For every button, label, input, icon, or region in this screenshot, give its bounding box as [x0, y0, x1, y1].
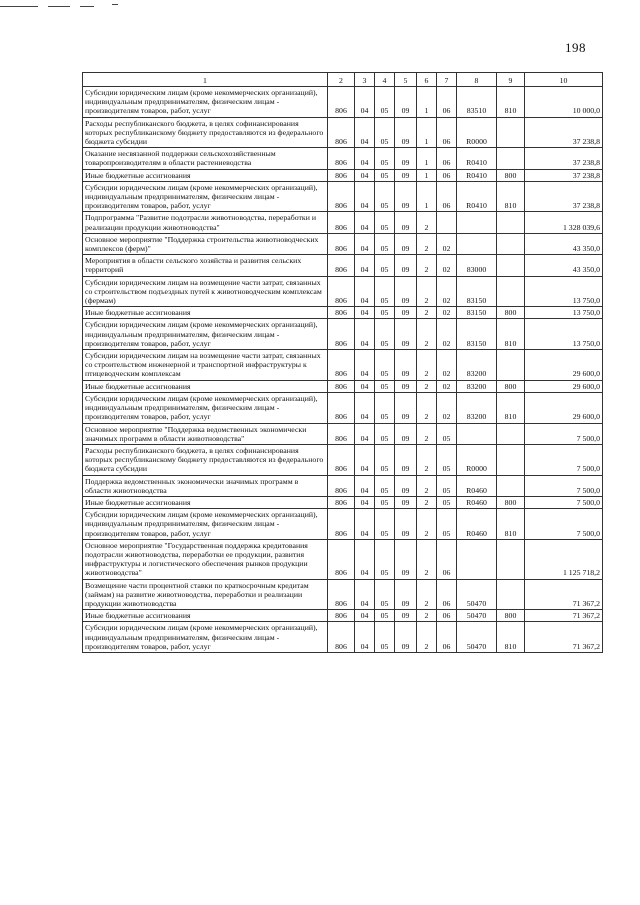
program-cell: 09 — [395, 579, 417, 610]
subprogram-cell: 2 — [417, 307, 437, 319]
admin-code-cell: 806 — [328, 444, 355, 475]
subprogram-cell: 2 — [417, 444, 437, 475]
amount-cell: 37 238,8 — [525, 117, 603, 148]
admin-code-cell: 806 — [328, 509, 355, 540]
table-row — [83, 276, 603, 307]
program-cell: 09 — [395, 444, 417, 475]
event-cell: 02 — [437, 255, 457, 276]
row-name-cell: Субсидии юридическим лицам (кроме некоммерческих организаций), индивидуальным предпринимателям, физическим лицам - производителям товаров, работ, услуг — [83, 392, 328, 423]
program-cell: 09 — [395, 392, 417, 423]
column-header: 1 — [83, 73, 328, 87]
table-row — [83, 255, 603, 276]
column-header: 3 — [355, 73, 375, 87]
section-cell: 04 — [355, 444, 375, 475]
amount-cell: 29 600,0 — [525, 350, 603, 381]
subprogram-cell: 2 — [417, 509, 437, 540]
subprogram-cell: 1 — [417, 148, 437, 169]
admin-code-cell: 806 — [328, 319, 355, 350]
column-header: 4 — [375, 73, 395, 87]
amount-cell: 13 750,0 — [525, 307, 603, 319]
row-name-cell: Субсидии юридическим лицам на возмещение части затрат, связанных со строительством инженерной и транспортной инфраструктуры к птицеводческим комплексам — [83, 350, 328, 381]
expense-type-cell — [497, 444, 525, 475]
section-cell: 04 — [355, 392, 375, 423]
event-cell: 02 — [437, 233, 457, 254]
amount-cell: 7 500,0 — [525, 496, 603, 508]
subsection-cell: 05 — [375, 539, 395, 579]
row-name-cell: Субсидии юридическим лицам (кроме некоммерческих организаций), индивидуальным предпринимателям, физическим лицам - производителям товаров, работ, услуг — [83, 319, 328, 350]
event-cell: 05 — [437, 423, 457, 444]
event-cell: 02 — [437, 392, 457, 423]
event-cell: 06 — [437, 539, 457, 579]
section-cell: 04 — [355, 423, 375, 444]
expense-type-cell — [497, 148, 525, 169]
expense-type-cell — [497, 233, 525, 254]
admin-code-cell: 806 — [328, 307, 355, 319]
subsection-cell: 05 — [375, 579, 395, 610]
amount-cell: 13 750,0 — [525, 319, 603, 350]
subprogram-cell: 1 — [417, 87, 437, 118]
section-cell: 04 — [355, 475, 375, 496]
section-cell: 04 — [355, 169, 375, 181]
column-header: 6 — [417, 73, 437, 87]
program-cell: 09 — [395, 622, 417, 653]
amount-cell: 43 350,0 — [525, 233, 603, 254]
program-cell: 09 — [395, 423, 417, 444]
event-cell — [437, 212, 457, 233]
expense-type-cell: 810 — [497, 509, 525, 540]
expense-type-cell: 800 — [497, 380, 525, 392]
row-name-cell: Субсидии юридическим лицам (кроме некоммерческих организаций), индивидуальным предпринимателям, физическим лицам - производителям товаров, работ, услуг — [83, 622, 328, 653]
table-row — [83, 539, 603, 579]
program-cell: 09 — [395, 181, 417, 212]
direction-cell: R0410 — [457, 148, 497, 169]
column-header: 8 — [457, 73, 497, 87]
row-name-cell: Субсидии юридическим лицам (кроме некоммерческих организаций), индивидуальным предпринимателям, физическим лицам - производителям товаров, работ, услуг — [83, 87, 328, 118]
event-cell: 06 — [437, 622, 457, 653]
table-header-row — [83, 73, 603, 87]
event-cell: 06 — [437, 181, 457, 212]
table-row — [83, 475, 603, 496]
expense-type-cell — [497, 350, 525, 381]
section-cell: 04 — [355, 539, 375, 579]
subprogram-cell: 2 — [417, 610, 437, 622]
direction-cell: R0460 — [457, 509, 497, 540]
section-cell: 04 — [355, 380, 375, 392]
amount-cell: 13 750,0 — [525, 276, 603, 307]
event-cell: 06 — [437, 148, 457, 169]
direction-cell: 83150 — [457, 319, 497, 350]
program-cell: 09 — [395, 350, 417, 381]
subsection-cell: 05 — [375, 392, 395, 423]
admin-code-cell: 806 — [328, 117, 355, 148]
row-name-cell: Расходы республиканского бюджета, в целях софинансирования которых республиканскому бюджету предоставляются из федерального бюджета субсидии — [83, 117, 328, 148]
subsection-cell: 05 — [375, 350, 395, 381]
admin-code-cell: 806 — [328, 380, 355, 392]
event-cell: 06 — [437, 169, 457, 181]
program-cell: 09 — [395, 87, 417, 118]
amount-cell: 37 238,8 — [525, 169, 603, 181]
expense-type-cell: 800 — [497, 169, 525, 181]
admin-code-cell: 806 — [328, 233, 355, 254]
event-cell: 06 — [437, 87, 457, 118]
amount-cell: 29 600,0 — [525, 392, 603, 423]
direction-cell: 83200 — [457, 392, 497, 423]
direction-cell: R0000 — [457, 117, 497, 148]
row-name-cell: Основное мероприятие "Государственная поддержка кредитования подотрасли животноводства, переработки ее продукции, развития инфраструктуры и логистического обеспечения рынков продукции животноводства" — [83, 539, 328, 579]
amount-cell: 29 600,0 — [525, 380, 603, 392]
expense-type-cell — [497, 539, 525, 579]
section-cell: 04 — [355, 307, 375, 319]
program-cell: 09 — [395, 496, 417, 508]
program-cell: 09 — [395, 148, 417, 169]
section-cell: 04 — [355, 255, 375, 276]
section-cell: 04 — [355, 509, 375, 540]
row-name-cell: Оказание несвязанной поддержки сельскохозяйственным товаропроизводителям в области растениеводства — [83, 148, 328, 169]
section-cell: 04 — [355, 233, 375, 254]
amount-cell: 71 367,2 — [525, 610, 603, 622]
expense-type-cell — [497, 117, 525, 148]
event-cell: 02 — [437, 276, 457, 307]
row-name-cell: Иные бюджетные ассигнования — [83, 169, 328, 181]
row-name-cell: Иные бюджетные ассигнования — [83, 307, 328, 319]
admin-code-cell: 806 — [328, 255, 355, 276]
column-header: 5 — [395, 73, 417, 87]
table-row — [83, 380, 603, 392]
admin-code-cell: 806 — [328, 212, 355, 233]
program-cell: 09 — [395, 169, 417, 181]
section-cell: 04 — [355, 148, 375, 169]
program-cell: 09 — [395, 380, 417, 392]
event-cell: 02 — [437, 319, 457, 350]
section-cell: 04 — [355, 350, 375, 381]
table-row — [83, 496, 603, 508]
expense-type-cell: 810 — [497, 87, 525, 118]
amount-cell: 7 500,0 — [525, 475, 603, 496]
direction-cell: 83000 — [457, 255, 497, 276]
admin-code-cell: 806 — [328, 579, 355, 610]
event-cell: 02 — [437, 307, 457, 319]
subprogram-cell: 2 — [417, 423, 437, 444]
table-row — [83, 233, 603, 254]
expense-type-cell: 810 — [497, 622, 525, 653]
program-cell: 09 — [395, 255, 417, 276]
expense-type-cell — [497, 579, 525, 610]
section-cell: 04 — [355, 610, 375, 622]
subprogram-cell: 2 — [417, 539, 437, 579]
program-cell: 09 — [395, 276, 417, 307]
program-cell: 09 — [395, 319, 417, 350]
section-cell: 04 — [355, 181, 375, 212]
expense-type-cell: 800 — [497, 307, 525, 319]
table-row — [83, 319, 603, 350]
subsection-cell: 05 — [375, 169, 395, 181]
admin-code-cell: 806 — [328, 181, 355, 212]
table-row — [83, 610, 603, 622]
row-name-cell: Мероприятия в области сельского хозяйства и развития сельских территорий — [83, 255, 328, 276]
admin-code-cell: 806 — [328, 169, 355, 181]
subprogram-cell: 2 — [417, 579, 437, 610]
expense-type-cell — [497, 255, 525, 276]
program-cell: 09 — [395, 509, 417, 540]
section-cell: 04 — [355, 212, 375, 233]
subprogram-cell: 1 — [417, 169, 437, 181]
budget-table-container — [82, 72, 602, 653]
section-cell: 04 — [355, 87, 375, 118]
column-header: 9 — [497, 73, 525, 87]
row-name-cell: Субсидии юридическим лицам (кроме некоммерческих организаций), индивидуальным предпринимателям, физическим лицам - производителям товаров, работ, услуг — [83, 181, 328, 212]
subprogram-cell: 2 — [417, 475, 437, 496]
amount-cell: 37 238,8 — [525, 148, 603, 169]
amount-cell: 1 328 039,6 — [525, 212, 603, 233]
section-cell: 04 — [355, 276, 375, 307]
row-name-cell: Субсидии юридическим лицам на возмещение части затрат, связанных со строительством подъездных путей к животноводческим комплексам (фермам) — [83, 276, 328, 307]
subprogram-cell: 2 — [417, 622, 437, 653]
direction-cell: 83150 — [457, 276, 497, 307]
direction-cell — [457, 233, 497, 254]
expense-type-cell — [497, 212, 525, 233]
program-cell: 09 — [395, 233, 417, 254]
subprogram-cell: 2 — [417, 319, 437, 350]
direction-cell — [457, 539, 497, 579]
expense-type-cell — [497, 276, 525, 307]
subsection-cell: 05 — [375, 610, 395, 622]
subsection-cell: 05 — [375, 380, 395, 392]
direction-cell: R0410 — [457, 181, 497, 212]
expense-type-cell — [497, 423, 525, 444]
column-header: 7 — [437, 73, 457, 87]
subprogram-cell: 2 — [417, 496, 437, 508]
admin-code-cell: 806 — [328, 622, 355, 653]
event-cell: 06 — [437, 117, 457, 148]
amount-cell: 7 500,0 — [525, 509, 603, 540]
amount-cell: 71 367,2 — [525, 622, 603, 653]
row-name-cell: Основное мероприятие "Поддержка ведомственных экономически значимых программ в области животноводства" — [83, 423, 328, 444]
section-cell: 04 — [355, 579, 375, 610]
direction-cell: R0460 — [457, 496, 497, 508]
program-cell: 09 — [395, 117, 417, 148]
direction-cell: R0460 — [457, 475, 497, 496]
expense-type-cell: 810 — [497, 392, 525, 423]
table-row — [83, 87, 603, 118]
table-row — [83, 392, 603, 423]
expense-type-cell — [497, 475, 525, 496]
subsection-cell: 05 — [375, 181, 395, 212]
admin-code-cell: 806 — [328, 475, 355, 496]
subsection-cell: 05 — [375, 117, 395, 148]
table-row — [83, 148, 603, 169]
subprogram-cell: 2 — [417, 212, 437, 233]
event-cell: 05 — [437, 496, 457, 508]
subsection-cell: 05 — [375, 87, 395, 118]
subprogram-cell: 2 — [417, 350, 437, 381]
table-row — [83, 350, 603, 381]
subsection-cell: 05 — [375, 475, 395, 496]
row-name-cell: Иные бюджетные ассигнования — [83, 380, 328, 392]
table-row — [83, 509, 603, 540]
row-name-cell: Иные бюджетные ассигнования — [83, 610, 328, 622]
admin-code-cell: 806 — [328, 539, 355, 579]
program-cell: 09 — [395, 212, 417, 233]
table-row — [83, 307, 603, 319]
table-body — [83, 87, 603, 653]
row-name-cell: Субсидии юридическим лицам (кроме некоммерческих организаций), индивидуальным предпринимателям, физическим лицам - производителям товаров, работ, услуг — [83, 509, 328, 540]
program-cell: 09 — [395, 539, 417, 579]
event-cell: 02 — [437, 380, 457, 392]
event-cell: 05 — [437, 509, 457, 540]
subsection-cell: 05 — [375, 622, 395, 653]
subsection-cell: 05 — [375, 423, 395, 444]
page-number: 198 — [565, 40, 586, 55]
subprogram-cell: 2 — [417, 276, 437, 307]
column-header: 10 — [525, 73, 603, 87]
direction-cell: 83200 — [457, 350, 497, 381]
amount-cell: 71 367,2 — [525, 579, 603, 610]
subsection-cell: 05 — [375, 307, 395, 319]
subprogram-cell: 2 — [417, 255, 437, 276]
direction-cell — [457, 212, 497, 233]
direction-cell: 83510 — [457, 87, 497, 118]
direction-cell: 83200 — [457, 380, 497, 392]
event-cell: 06 — [437, 610, 457, 622]
subsection-cell: 05 — [375, 233, 395, 254]
direction-cell: R0410 — [457, 169, 497, 181]
row-name-cell: Основное мероприятие "Поддержка строительства животноводческих комплексов (ферм)" — [83, 233, 328, 254]
program-cell: 09 — [395, 475, 417, 496]
event-cell: 05 — [437, 475, 457, 496]
event-cell: 05 — [437, 444, 457, 475]
subsection-cell: 05 — [375, 496, 395, 508]
admin-code-cell: 806 — [328, 496, 355, 508]
table-row — [83, 117, 603, 148]
expense-type-cell: 810 — [497, 181, 525, 212]
budget-table — [82, 72, 603, 653]
expense-type-cell: 800 — [497, 610, 525, 622]
amount-cell: 10 000,0 — [525, 87, 603, 118]
row-name-cell: Подпрограмма "Развитие подотрасли животноводства, переработки и реализации продукции животноводства" — [83, 212, 328, 233]
table-row — [83, 181, 603, 212]
amount-cell: 43 350,0 — [525, 255, 603, 276]
event-cell: 06 — [437, 579, 457, 610]
scan-artifact-lines — [0, 0, 140, 12]
row-name-cell: Расходы республиканского бюджета, в целях софинансирования которых республиканскому бюджету предоставляются из федерального бюджета субсидии — [83, 444, 328, 475]
program-cell: 09 — [395, 307, 417, 319]
direction-cell: 50470 — [457, 579, 497, 610]
amount-cell: 7 500,0 — [525, 444, 603, 475]
admin-code-cell: 806 — [328, 350, 355, 381]
direction-cell: 50470 — [457, 610, 497, 622]
subsection-cell: 05 — [375, 276, 395, 307]
subprogram-cell: 2 — [417, 380, 437, 392]
admin-code-cell: 806 — [328, 423, 355, 444]
subsection-cell: 05 — [375, 255, 395, 276]
program-cell: 09 — [395, 610, 417, 622]
subsection-cell: 05 — [375, 444, 395, 475]
section-cell: 04 — [355, 496, 375, 508]
admin-code-cell: 806 — [328, 87, 355, 118]
admin-code-cell: 806 — [328, 276, 355, 307]
subprogram-cell: 2 — [417, 392, 437, 423]
subsection-cell: 05 — [375, 319, 395, 350]
table-row — [83, 169, 603, 181]
expense-type-cell: 800 — [497, 496, 525, 508]
subsection-cell: 05 — [375, 148, 395, 169]
row-name-cell: Возмещение части процентной ставки по краткосрочным кредитам (займам) на развитие животноводства, переработки и реализации продукции животноводства — [83, 579, 328, 610]
direction-cell — [457, 423, 497, 444]
amount-cell: 37 238,8 — [525, 181, 603, 212]
admin-code-cell: 806 — [328, 610, 355, 622]
section-cell: 04 — [355, 117, 375, 148]
column-header: 2 — [328, 73, 355, 87]
table-row — [83, 444, 603, 475]
subsection-cell: 05 — [375, 509, 395, 540]
admin-code-cell: 806 — [328, 148, 355, 169]
table-row — [83, 423, 603, 444]
table-row — [83, 622, 603, 653]
row-name-cell: Иные бюджетные ассигнования — [83, 496, 328, 508]
section-cell: 04 — [355, 319, 375, 350]
subprogram-cell: 1 — [417, 117, 437, 148]
expense-type-cell: 810 — [497, 319, 525, 350]
event-cell: 02 — [437, 350, 457, 381]
subprogram-cell: 1 — [417, 181, 437, 212]
row-name-cell: Поддержка ведомственных экономически значимых программ в области животноводства — [83, 475, 328, 496]
subprogram-cell: 2 — [417, 233, 437, 254]
direction-cell: R0000 — [457, 444, 497, 475]
admin-code-cell: 806 — [328, 392, 355, 423]
table-row — [83, 212, 603, 233]
table-row — [83, 579, 603, 610]
direction-cell: 83150 — [457, 307, 497, 319]
amount-cell: 1 125 718,2 — [525, 539, 603, 579]
amount-cell: 7 500,0 — [525, 423, 603, 444]
direction-cell: 50470 — [457, 622, 497, 653]
subsection-cell: 05 — [375, 212, 395, 233]
section-cell: 04 — [355, 622, 375, 653]
